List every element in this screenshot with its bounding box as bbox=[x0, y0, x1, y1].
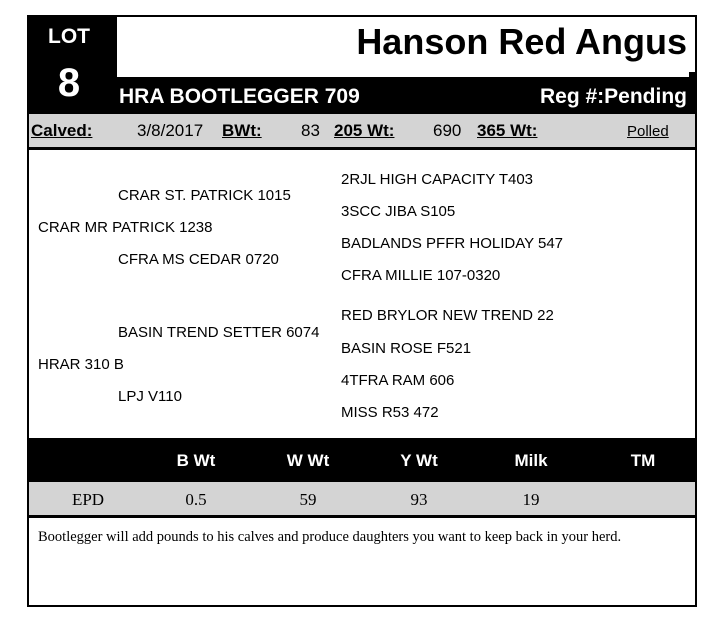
sire-sire: CRAR ST. PATRICK 1015 bbox=[118, 187, 291, 204]
header-divider bbox=[117, 71, 689, 77]
sire: CRAR MR PATRICK 1238 bbox=[38, 219, 213, 236]
sire-dam: CFRA MS CEDAR 0720 bbox=[118, 251, 279, 268]
sd-dam: CFRA MILLIE 107-0320 bbox=[341, 267, 501, 284]
epd-value-ywt: 93 bbox=[410, 490, 428, 509]
calved-value: 3/8/2017 bbox=[137, 121, 204, 140]
dam: HRAR 310 B bbox=[38, 356, 124, 373]
epd-value-milk: 19 bbox=[522, 490, 540, 509]
ds-sire: RED BRYLOR NEW TREND 22 bbox=[341, 307, 554, 324]
epd-header-tm: TM bbox=[630, 451, 656, 470]
polled-label: Polled bbox=[627, 123, 669, 140]
calved-label: Calved: bbox=[31, 121, 93, 140]
lot-card bbox=[27, 15, 697, 607]
bwt-label: BWt: bbox=[222, 121, 262, 140]
w205-label: 205 Wt: bbox=[334, 121, 395, 140]
sd-sire: BADLANDS PFFR HOLIDAY 547 bbox=[341, 235, 564, 252]
ds-dam: BASIN ROSE F521 bbox=[341, 340, 472, 357]
epd-values-row bbox=[29, 482, 695, 518]
epd-header-row bbox=[29, 438, 695, 482]
registration-number: Reg #:Pending bbox=[539, 85, 687, 108]
epd-header-milk: Milk bbox=[514, 451, 548, 470]
epd-header-ywt: Y Wt bbox=[400, 451, 438, 470]
lot-number: 8 bbox=[57, 61, 81, 105]
animal-name: HRA BOOTLEGGER 709 bbox=[119, 85, 360, 108]
w205-value: 690 bbox=[433, 121, 462, 140]
epd-header-bwt: B Wt bbox=[176, 451, 216, 470]
ss-sire: 2RJL HIGH CAPACITY T403 bbox=[341, 171, 534, 188]
dd-sire: 4TFRA RAM 606 bbox=[341, 372, 455, 389]
epd-row-label: EPD bbox=[71, 490, 105, 509]
epd-value-wwt: 59 bbox=[299, 490, 317, 509]
epd-header-wwt: W Wt bbox=[286, 451, 330, 470]
farm-name-box bbox=[117, 17, 695, 72]
dd-dam: MISS R53 472 bbox=[341, 404, 439, 421]
dam-sire: BASIN TREND SETTER 6074 bbox=[118, 324, 320, 341]
dam-dam: LPJ V110 bbox=[118, 388, 182, 405]
epd-value-bwt: 0.5 bbox=[185, 490, 207, 509]
comment-text: Bootlegger will add pounds to his calves and produce daughters you want to keep back in your herd. bbox=[38, 529, 622, 545]
birth-info-row bbox=[29, 114, 695, 150]
ss-dam: 3SCC JIBA S105 bbox=[341, 203, 456, 220]
pedigree-section bbox=[29, 150, 695, 438]
w365-label: 365 Wt: bbox=[477, 121, 538, 140]
farm-name: Hanson Red Angus bbox=[356, 21, 687, 62]
bwt-value: 83 bbox=[301, 121, 320, 140]
lot-label: LOT bbox=[48, 25, 90, 48]
